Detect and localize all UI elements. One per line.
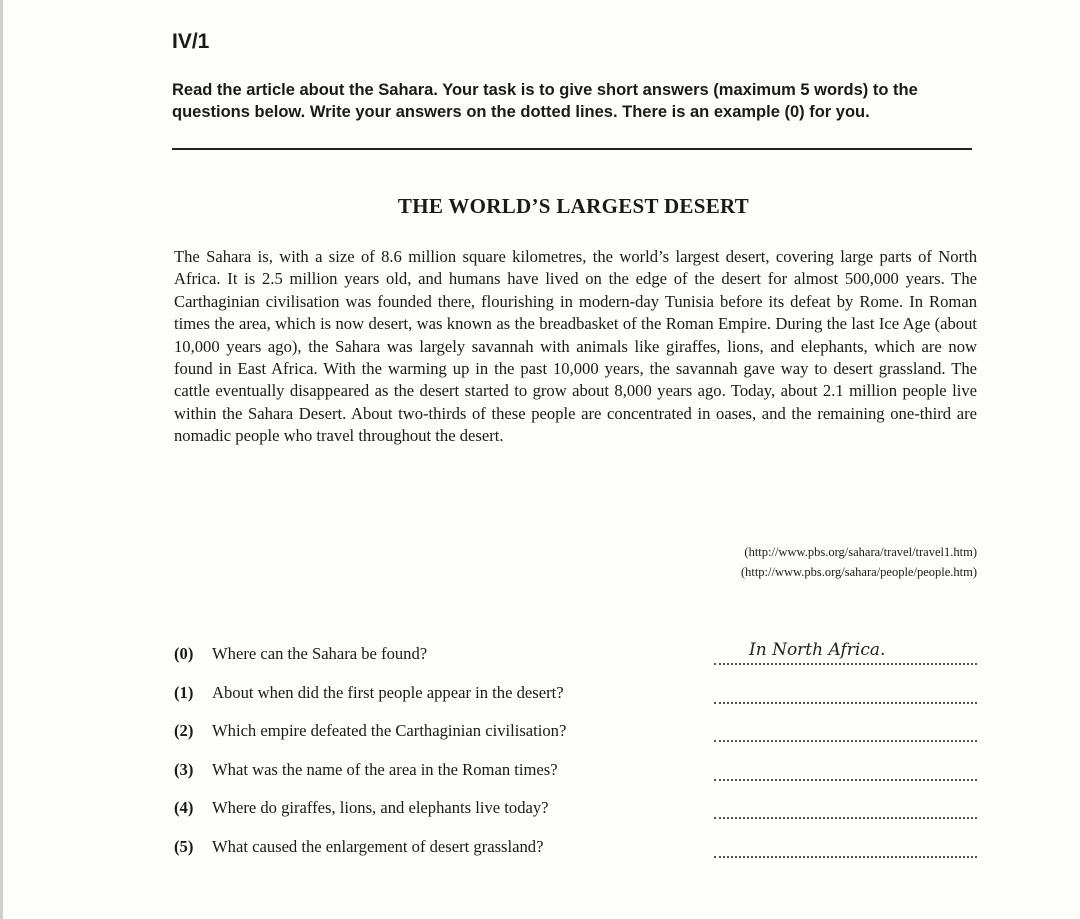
source-citation: (http://www.pbs.org/sahara/travel/travel1.htm) [744, 545, 977, 559]
example-answer: In North Africa. [746, 640, 888, 660]
question-row-3 [174, 760, 979, 799]
question-number: (2) [174, 721, 194, 740]
task-instructions: Read the article about the Sahara. Your task is to give short answers (maximum 5 words) to the questions below. Write your answers on the dotted lines. There is an example (0) for you. [172, 81, 918, 121]
question-row-1 [174, 683, 979, 722]
question-row-2 [174, 721, 979, 760]
question-text: About when did the first people appear in the desert? [212, 682, 564, 702]
question-list [174, 640, 979, 875]
article-body: The Sahara is, with a size of 8.6 million square kilometres, the world’s largest desert, covering large parts of North Africa. It is 2.5 million years old, and humans have lived on the edge of the desert for almost 500,000 years. The Carthaginian civilisation was founded there, flourishing in modern-day Tunisia before its defeat by Rome. In Roman times the area, which is now desert, was known as the breadbasket of the Roman Empire. During the last Ice Age (about 10,000 years ago), the Sahara was largely savannah with animals like giraffes, lions, and elephants, which are now found in East Africa. With the warming up in the past 10,000 years, the savannah gave way to desert grassland. The cattle eventually disappeared as the desert started to grow about 8,000 years ago. Today, about 2.1 million people live within the Sahara Desert. About two-thirds of these people are concentrated in oases, and the remaining one-third are nomadic people who travel throughout the desert. [174, 247, 977, 446]
question-text: Where do giraffes, lions, and elephants live today? [212, 798, 549, 817]
article-title: THE WORLD’S LARGEST DESERT [397, 194, 750, 218]
section-code: IV/1 [172, 30, 210, 53]
answer-line-0[interactable] [714, 660, 977, 665]
question-row-5 [174, 837, 979, 876]
answer-line-1[interactable] [714, 699, 977, 704]
question-number: (5) [174, 836, 194, 856]
answer-line-2[interactable] [714, 737, 977, 742]
question-number: (4) [174, 798, 194, 817]
page-left-border [0, 0, 3, 919]
answer-line-3[interactable] [714, 776, 977, 781]
answer-line-5[interactable] [714, 853, 977, 858]
question-row-4 [174, 798, 979, 837]
question-row-0 [174, 640, 979, 683]
question-text: What was the name of the area in the Roman times? [212, 759, 558, 779]
instructions-divider [172, 148, 972, 150]
question-number: (1) [174, 682, 194, 702]
question-text: Which empire defeated the Carthaginian civilisation? [212, 721, 567, 740]
question-number: (3) [174, 759, 194, 779]
article-sources [560, 542, 977, 582]
question-text: Where can the Sahara be found? [212, 644, 428, 663]
question-text: What caused the enlargement of desert grassland? [212, 836, 544, 856]
source-citation: (http://www.pbs.org/sahara/people/people.htm) [740, 565, 977, 579]
answer-line-4[interactable] [714, 814, 977, 819]
question-number: (0) [174, 644, 194, 663]
